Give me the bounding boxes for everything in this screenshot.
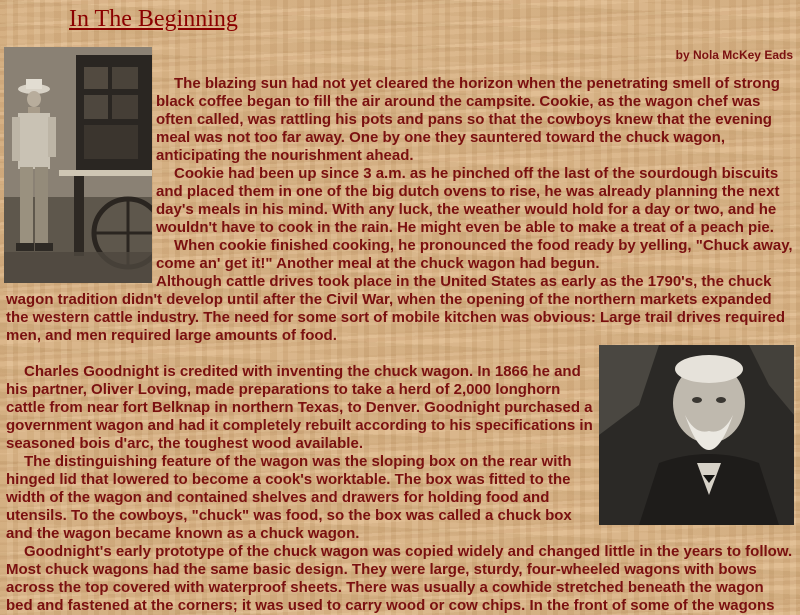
paragraph: When cookie finished cooking, he pronounced the food ready by yelling, "Chuck away, come an' get it!" Another meal at the chuck wagon had begun. xyxy=(156,237,793,272)
paragraph: Although cattle drives took place in the United States as early as the 1790's, the chuck wagon tradition didn't develop until after the Civil War, when the opening of the northern markets expanded the western cattle industry. The need for some sort of mobile kitchen was obvious: Large trail drives required men, and men required large amounts of food. xyxy=(6,273,786,344)
author-byline: by Nola McKey Eads xyxy=(675,48,793,62)
goodnight-portrait-photo xyxy=(599,345,794,525)
paragraph: Cookie had been up since 3 a.m. as he pinched off the last of the sourdough biscuits and placed them in one of the big dutch ovens to rise, he was already planning the next day's meals in his mind. With any luck, the weather would hold for a day or two, and he wouldn't have to cook in the rain. He might even be able to make a treat of a peach pie. xyxy=(156,165,780,236)
article-body xyxy=(6,75,794,615)
page-title: In The Beginning xyxy=(69,6,238,32)
cowboy-cook-photo xyxy=(4,47,152,283)
paragraph: Charles Goodnight is credited with inventing the chuck wagon. In 1866 he and his partner, Oliver Loving, made preparations to take a herd of 2,000 longhorn cattle from near fort Belknap in northern Texas, to Denver. Goodnight purchased a government wagon and had it completely rebuilt according to his specifications in seasoned bois d'arc, the toughest wood available. xyxy=(6,363,593,452)
cowboy-cook-with-chuck-wagon-photo-icon xyxy=(4,47,152,283)
paragraph: The distinguishing feature of the wagon was the sloping box on the rear with hinged lid that lowered to become a cook's worktable. The box was fitted to the width of the wagon and contained shelves and drawers for holding food and utensils. To the cowboys, "chuck" was food, so the box was called a chuck box and the wagon became known as a chuck wagon. xyxy=(6,453,572,542)
paragraph: The blazing sun had not yet cleared the horizon when the penetrating smell of strong black coffee began to fill the air around the campsite. Cookie, as the wagon chef was often called, was rattling his pots and pans so that the cowboys knew that the evening meal was not too far away. One by one they sauntered toward the chuck wagon, anticipating the nourishment ahead. xyxy=(156,75,780,164)
paragraph: Goodnight's early prototype of the chuck wagon was copied widely and changed little in the years to follow. Most chuck wagons had the same basic design. They were large, sturdy, four-wheeled wagons with bows across the top covered with waterproof sheets. There was usually a cowhide stretched beneath the wagon bed and fastened at the corners; it was used to carry wood or cow chips. In the front of some of the wagons xyxy=(6,543,793,614)
charles-goodnight-portrait-photo-icon xyxy=(599,345,794,525)
